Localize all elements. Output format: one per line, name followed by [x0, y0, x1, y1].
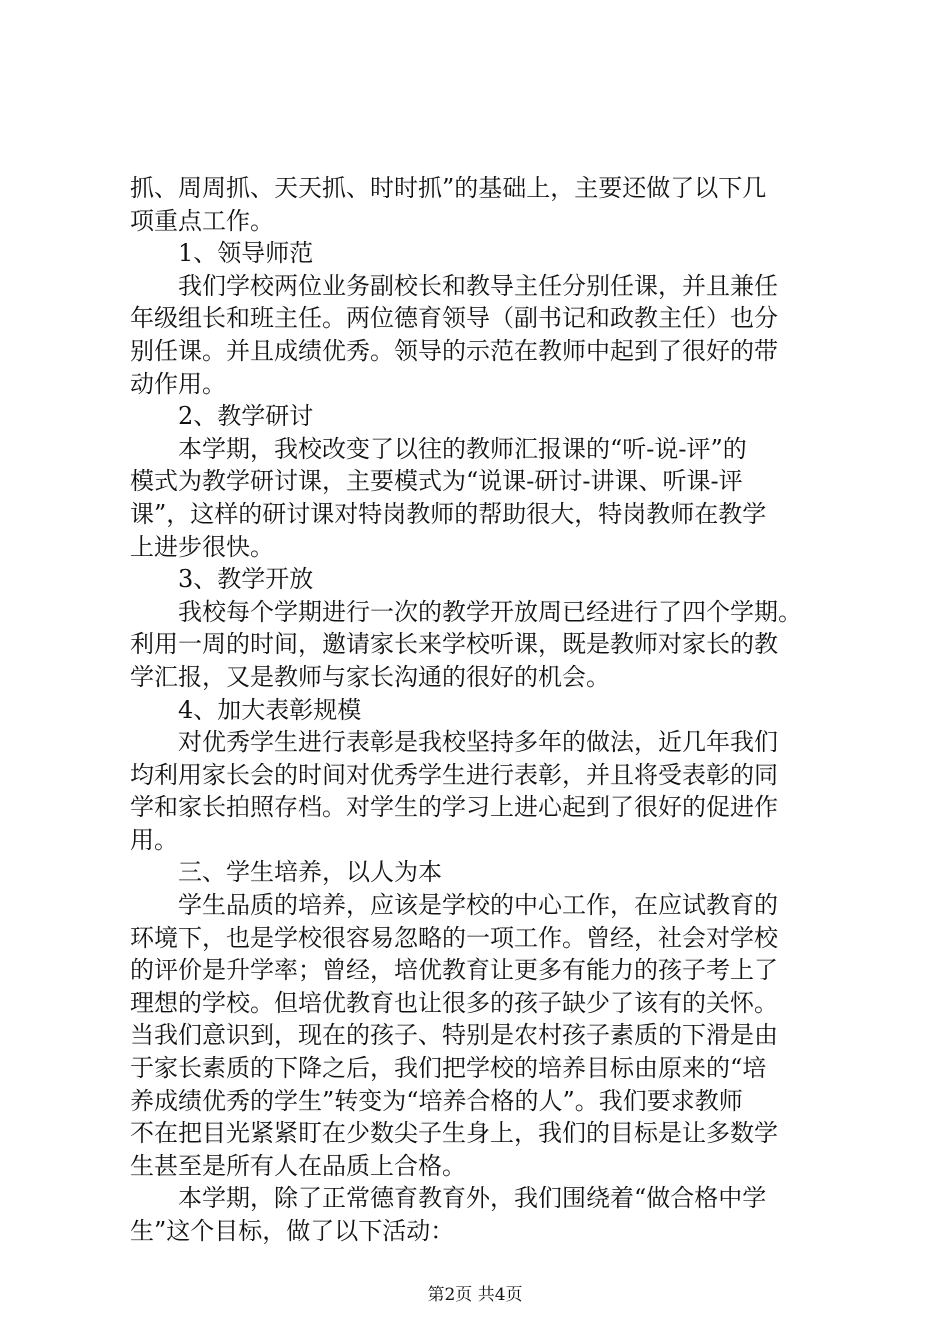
text-line: 利用一周的时间，邀请家长来学校听课，既是教师对家长的教 — [130, 630, 778, 659]
text-line: 对优秀学生进行表彰是我校坚持多年的做法，近几年我们 — [178, 728, 778, 757]
text-line: 三、学生培养，以人为本 — [178, 858, 442, 887]
text-line: 均利用家长会的时间对优秀学生进行表彰，并且将受表彰的同 — [130, 760, 778, 789]
text-line: 动作用。 — [130, 369, 226, 398]
text-line: 模式为教学研讨课，主要模式为“说课-研讨-讲课、听课-评 — [130, 467, 743, 496]
text-line: 当我们意识到，现在的孩子、特别是农村孩子素质的下滑是由 — [130, 1021, 778, 1050]
text-line: 于家长素质的下降之后，我们把学校的培养目标由原来的“培 — [130, 1054, 767, 1083]
text-line: 的评价是升学率；曾经，培优教育让更多有能力的孩子考上了 — [130, 956, 778, 985]
text-line: 生甚至是所有人在品质上合格。 — [130, 1151, 466, 1180]
text-line: 理想的学校。但培优教育也让很多的孩子缺少了该有的关怀。 — [130, 988, 778, 1017]
text-line: 本学期，除了正常德育教育外，我们围绕着“做合格中学 — [178, 1184, 767, 1213]
text-line: 本学期，我校改变了以往的教师汇报课的“听-说-评”的 — [178, 434, 747, 463]
text-line: 学生品质的培养，应该是学校的中心工作，在应试教育的 — [178, 891, 778, 920]
text-line: 别任课。并且成绩优秀。领导的示范在教师中起到了很好的带 — [130, 336, 778, 365]
text-line: 我校每个学期进行一次的教学开放周已经进行了四个学期。 — [178, 597, 802, 626]
text-line: 我们学校两位业务副校长和教导主任分别任课，并且兼任 — [178, 271, 778, 300]
text-line: 环境下，也是学校很容易忽略的一项工作。曾经，社会对学校 — [130, 923, 778, 952]
text-line: 项重点工作。 — [130, 206, 274, 235]
document-body — [130, 172, 830, 1248]
text-line: 学汇报，又是教师与家长沟通的很好的机会。 — [130, 662, 610, 691]
page-footer: 第2页 共4页 — [427, 1285, 523, 1305]
text-line: 学和家长拍照存档。对学生的学习上进心起到了很好的促进作 — [130, 793, 778, 822]
text-line: 3、教学开放 — [178, 565, 314, 594]
text-line: 不在把目光紧紧盯在少数尖子生身上，我们的目标是让多数学 — [130, 1119, 778, 1148]
text-line: 生”这个目标，做了以下活动： — [130, 1217, 455, 1245]
text-line: 抓、周周抓、天天抓、时时抓”的基础上，主要还做了以下几 — [130, 174, 767, 202]
text-line: 养成绩优秀的学生”转变为“培养合格的人”。我们要求教师 — [130, 1086, 743, 1115]
text-line: 1、领导师范 — [178, 239, 314, 268]
text-line: 上进步很快。 — [130, 532, 274, 561]
text-line: 年级组长和班主任。两位德育领导（副书记和政教主任）也分 — [130, 304, 778, 333]
text-line: 用。 — [130, 825, 178, 854]
text-line: 2、教学研讨 — [178, 402, 314, 431]
text-line: 课”，这样的研讨课对特岗教师的帮助很大，特岗教师在教学 — [130, 499, 767, 528]
text-line: 4、加大表彰规模 — [178, 695, 362, 724]
